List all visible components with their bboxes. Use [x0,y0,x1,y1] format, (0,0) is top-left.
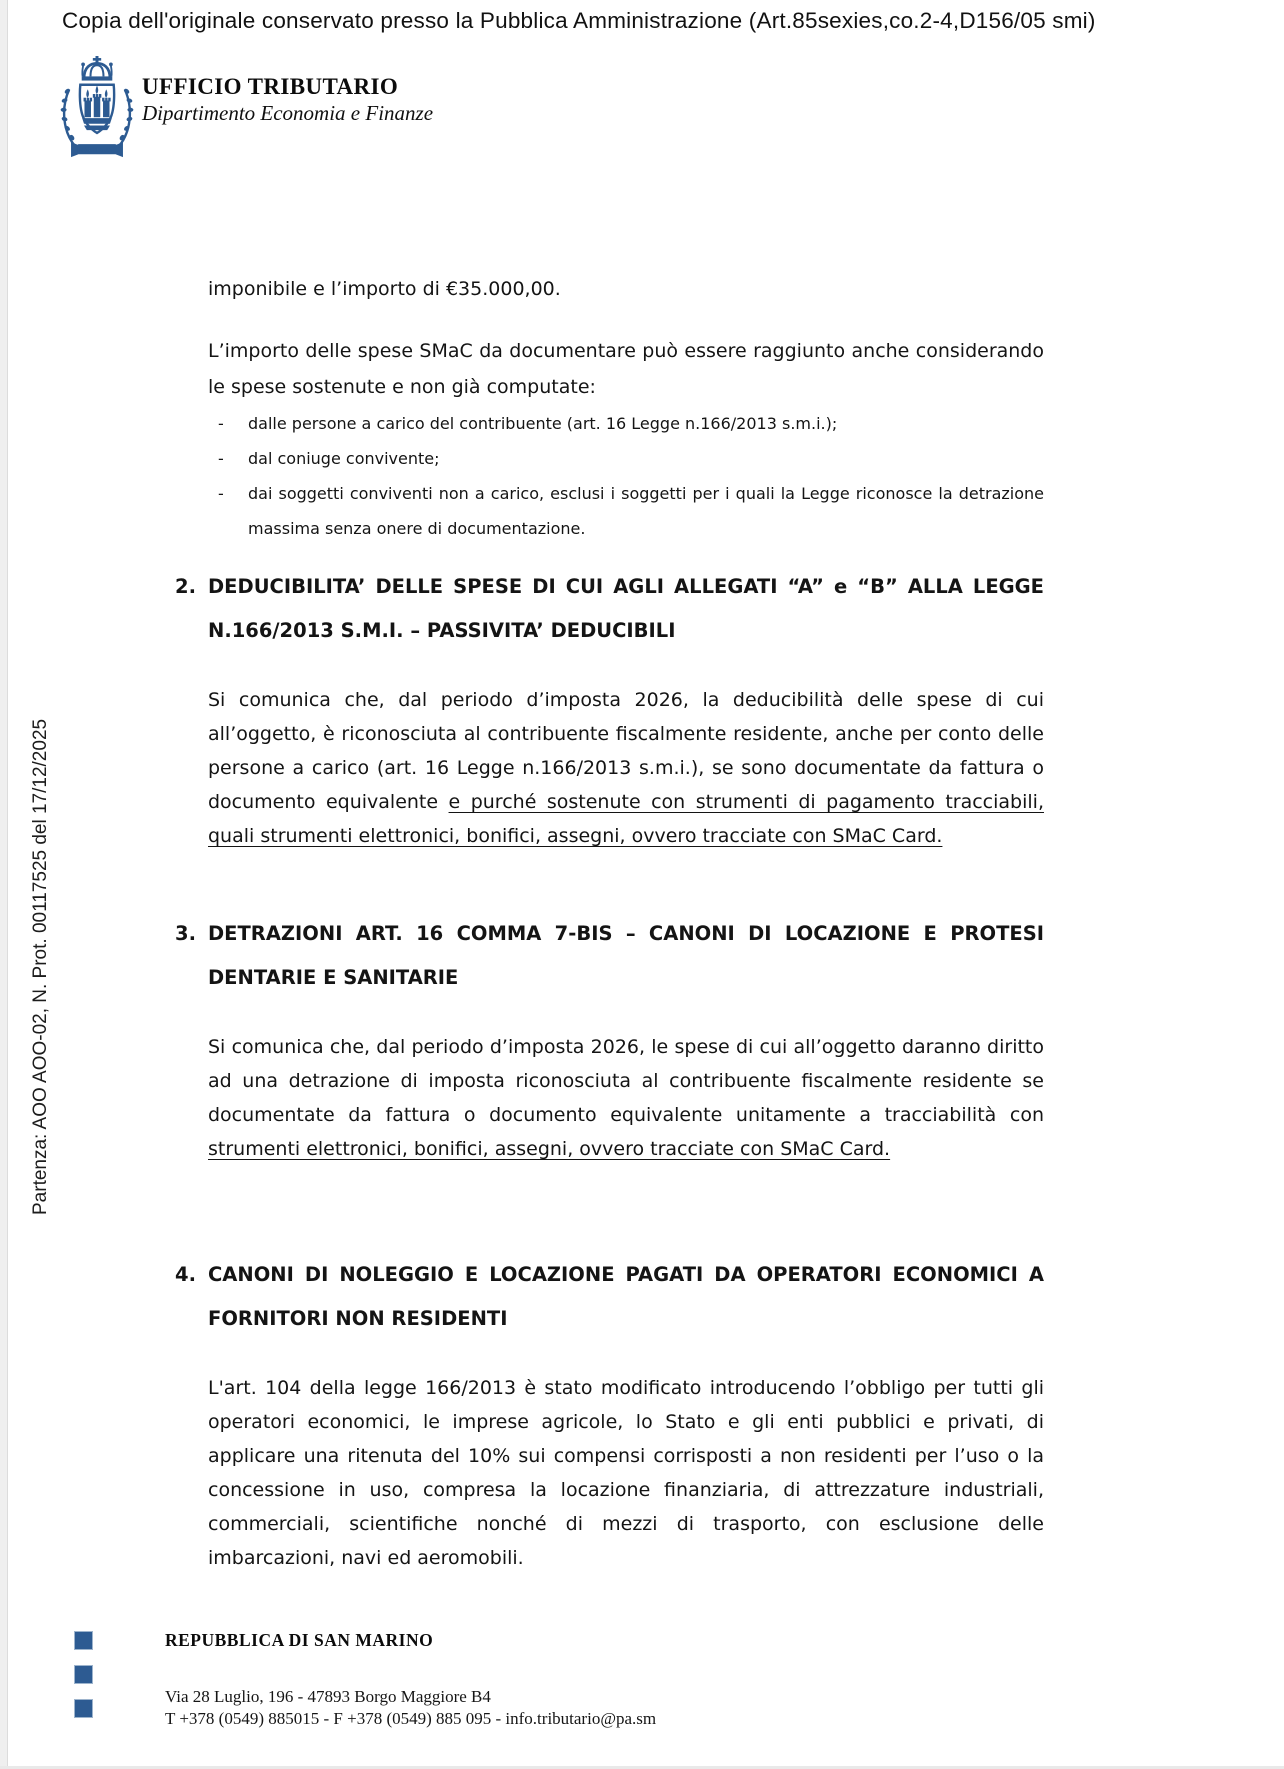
section-title: DETRAZIONI ART. 16 COMMA 7-BIS – CANONI DI LOCAZIONE E PROTESI DENTARIE E SANITARIE [208,922,1044,989]
protocol-stamp: Partenza: AOO AOO-02, N. Prot. 00117525 del 17/12/2025 [30,718,51,1215]
section-number: 2. [175,575,196,598]
page-left-edge [0,0,8,1769]
footer-square [75,1666,92,1683]
section-paragraph: Si comunica che, dal periodo d’imposta 2026, le spese di cui all’oggetto daranno diritto ad una detrazione di imposta riconosciuta al contribuente fiscalmente residente se documentate da fattura o documento equivalente unitamente a tracciabilità con strumenti elettronici, bonifici, assegni, ovvero tracciate con SMaC Card. [208,1036,1044,1160]
bullet-dash: - [218,484,224,503]
bullet-list [218,406,1044,546]
section-2-deducibilita [175,565,1044,853]
section-4-canoni-noleggio [175,1253,1044,1575]
bullet-item [218,476,1044,546]
footer-country: REPUBBLICA DI SAN MARINO [165,1630,434,1650]
bullet-text: dal coniuge convivente; [248,449,440,468]
footer-address: Via 28 Luglio, 196 - 47893 Borgo Maggiore B4 [165,1687,491,1706]
intro-line: imponibile e l’importo di €35.000,00. [208,278,561,300]
libertas-motto: LIBERTAS [77,147,117,154]
section-number: 4. [175,1263,196,1286]
section-title: CANONI DI NOLEGGIO E LOCAZIONE PAGATI DA OPERATORI ECONOMICI A FORNITORI NON RESIDENTI [208,1263,1044,1330]
section-heading [175,565,1044,653]
section-heading [175,912,1044,1000]
department-name: Dipartimento Economia e Finanze [142,101,434,125]
footer-square [75,1700,92,1717]
copy-conservation-note: Copia dell'originale conservato presso la Pubblica Amministrazione (Art.85sexies,co.2-4,D156/05 smi) [62,8,1096,33]
footer-square [75,1632,92,1649]
section-number: 3. [175,922,196,945]
section-heading [175,1253,1044,1341]
bullet-dash: - [218,449,224,468]
office-name: UFFICIO TRIBUTARIO [142,74,399,99]
bullet-text: dalle persone a carico del contribuente (art. 16 Legge n.166/2013 s.m.i.); [248,414,838,433]
footer-contacts: T +378 (0549) 885015 - F +378 (0549) 885 095 - info.tributario@pa.sm [165,1709,657,1728]
section-paragraph: L'art. 104 della legge 166/2013 è stato modificato introducendo l’obbligo per tutti gli operatori economici, le imprese agricole, lo Stato e gli enti pubblici e privati, di applicare una ritenuta del 10% sui compensi corrisposti a non residenti per l’uso o la concessione in uso, compresa la locazione finanziaria, di attrezzature industriali, commerciali, scientifiche nonché di mezzi di trasporto, con esclusione delle imbarcazioni, navi ed aeromobili. [208,1377,1044,1569]
smac-paragraph: L’importo delle spese SMaC da documentare può essere raggiunto anche considerando le spese sostenute e non già computate: [208,340,1044,398]
bullet-item [218,441,1044,476]
bullet-item [218,406,1044,441]
bullet-dash: - [218,414,224,433]
san-marino-coat-of-arms-icon [55,56,139,158]
section-3-detrazioni [175,912,1044,1166]
section-title: DEDUCIBILITA’ DELLE SPESE DI CUI AGLI ALLEGATI “A” e “B” ALLA LEGGE N.166/2013 S.M.I. – PASSIVITA’ DEDUCIBILI [208,575,1044,642]
bullet-text: dai soggetti conviventi non a carico, esclusi i soggetti per i quali la Legge riconosce la detrazione massima senza onere di documentazione. [248,484,1044,538]
section-paragraph: Si comunica che, dal periodo d’imposta 2026, la deducibilità delle spese di cui all’oggetto, è riconosciuta al contribuente fiscalmente residente, anche per conto delle persone a carico (art. 16 Legge n.166/2013 s.m.i.), se sono documentate da fattura o documento equivalente e purché sostenute con strumenti di pagamento tracciabili, quali strumenti elettronici, bonifici, assegni, ovvero tracciate con SMaC Card. [208,689,1044,847]
